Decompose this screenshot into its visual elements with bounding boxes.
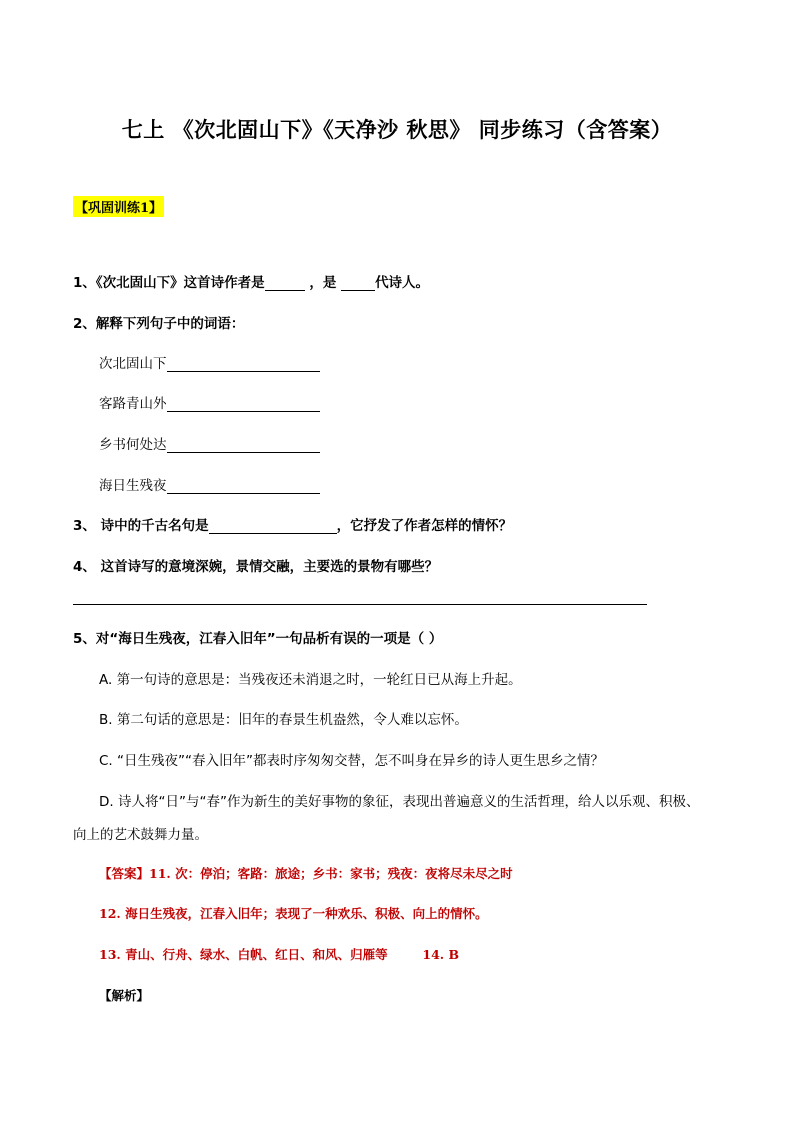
blank-dynasty [341, 276, 375, 291]
section-tag: 【巩固训练1】 [73, 196, 164, 217]
q2-item [99, 474, 320, 494]
option-c: C. “日生残夜”“春入旧年”都表时序匆匆交替，怎不叫身在异乡的诗人更生思乡之情？ [99, 753, 604, 769]
answer-line [73, 604, 647, 605]
answer-line-2: 12. 海日生残夜，江春入旧年；表现了一种欢乐、积极、向上的情怀。 [99, 906, 488, 921]
question-3 [73, 514, 512, 534]
q2-item [99, 392, 320, 412]
q2-item [99, 433, 320, 453]
option-a: A. 第一句诗的意思是：当残夜还未消退之时，一轮红日已从海上升起。 [99, 672, 522, 688]
answer-line-3: 13. 青山、行舟、绿水、白帆、红日、和风、归雁等 14. B [99, 947, 460, 962]
q2-item-label: 乡书何处达 [99, 437, 167, 453]
question-1-part-b: ，是 [309, 275, 337, 291]
question-1-part-c: 代诗人。 [375, 275, 430, 291]
question-2: 2、解释下列句子中的词语： [73, 316, 245, 332]
option-d: D. 诗人将“日”与“春”作为新生的美好事物的象征，表现出普遍意义的生活哲理，给人以乐观、积极、 [99, 794, 700, 810]
blank-author [265, 276, 305, 291]
question-3-part-b: ，它抒发了作者怎样的情怀？ [336, 518, 513, 534]
blank-famous-line [209, 519, 337, 534]
answer-line-1: 【答案】11. 次：停泊；客路：旅途；乡书：家书；残夜：夜将尽未尽之时 [99, 866, 513, 881]
answer-blank [167, 397, 320, 412]
option-d-continuation: 向上的艺术鼓舞力量。 [73, 827, 208, 843]
q2-item-label: 次北固山下 [99, 356, 167, 372]
document-title: 七上 《次北固山下》《天净沙 秋思》 同步练习（含答案） [121, 117, 673, 142]
question-5: 5、对“海日生残夜，江春入旧年”一句品析有误的一项是（ ） [73, 631, 443, 647]
q2-item [99, 352, 320, 372]
question-1 [73, 271, 429, 291]
option-b: B. 第二句话的意思是：旧年的春景生机盎然，令人难以忘怀。 [99, 712, 468, 728]
question-1-part-a: 1、《次北固山下》这首诗作者是 [73, 275, 265, 291]
q2-item-label: 海日生残夜 [99, 478, 167, 494]
answer-blank [167, 357, 320, 372]
answer-blank [167, 479, 320, 494]
q2-item-label: 客路青山外 [99, 396, 167, 412]
answer-blank [167, 438, 320, 453]
question-4: 4、 这首诗写的意境深婉，景情交融，主要选的景物有哪些？ [73, 559, 439, 575]
question-3-part-a: 3、 诗中的千古名句是 [73, 518, 209, 534]
analysis-label: 【解析】 [99, 988, 150, 1003]
